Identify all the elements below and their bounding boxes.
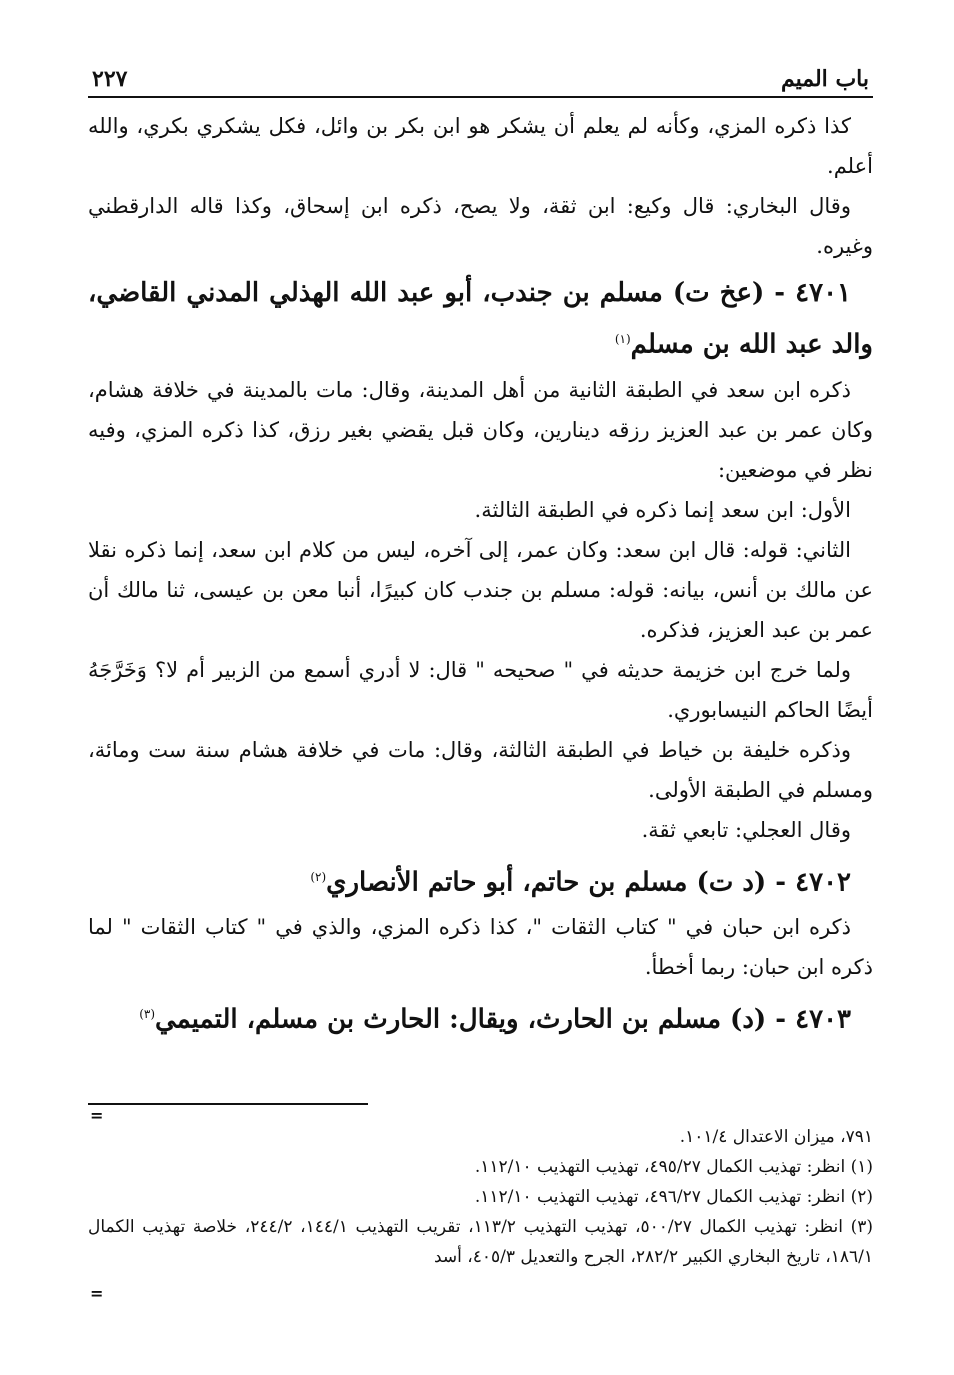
footnote: (٢) انظر: تهذيب الكمال ٤٩٦/٢٧، تهذيب التهذيب ١١٢/١٠.	[474, 1187, 873, 1207]
entry-title: ٤٧٠١ - (عخ ت) مسلم بن جندب، أبو عبد الله الهذلي المدني القاضي، والد عبد الله بن مسلم	[88, 278, 873, 360]
continuation-mark: =	[90, 1284, 104, 1303]
paragraph: وقال البخاري: قال وكيع: ابن ثقة، ولا يصح، ذكره ابن إسحاق، وكذا قاله الدارقطني وغيره.	[88, 194, 873, 258]
page	[88, 50, 873, 1045]
footnote-ref: (٣)	[139, 1007, 156, 1022]
entry-heading	[88, 270, 873, 368]
paragraph: ذكره ابن سعد في الطبقة الثانية من أهل المدينة، وقال: مات بالمدينة في خلافة هشام، وكان عمر بن عبد العزيز رزقه دينارين، وكان قبل يقضي بغير رزق، كذا ذكره المزي، وفيه نظر في موضعين:	[88, 377, 873, 482]
continuation-mark: =	[90, 1106, 104, 1125]
paragraph: وقال العجلي: تابعي ثقة.	[641, 817, 851, 842]
entry-heading	[88, 991, 873, 1043]
entry-heading	[88, 854, 873, 906]
paragraph: الثاني: قوله: قال ابن سعد: وكان عمر، إلى آخره، ليس من كلام ابن سعد، إنما ذكره نقلا عن مالك بن أنس، بيانه: قوله: مسلم بن جندب كان كبيرًا، أنبا معن بن عيسى، ثنا مالك أن عمر بن عبد العزيز، فذكره.	[88, 537, 873, 642]
paragraph: ولما خرج ابن خزيمة حديثه في " صحيحه " قال: لا أدري أسمع من الزبير أم لا؟ وَخَرَّجَهُ أيضًا الحاكم النيسابوري.	[88, 657, 873, 722]
footnote: ٧٩١، ميزان الاعتدال ١٠١/٤.	[679, 1127, 873, 1147]
footnote-ref: (٢)	[310, 869, 327, 884]
footnote: (١) انظر: تهذيب الكمال ٤٩٥/٢٧، تهذيب التهذيب ١١٢/١٠.	[474, 1157, 873, 1177]
running-header	[88, 50, 873, 98]
footnotes	[88, 1122, 873, 1272]
paragraph: الأول: ابن سعد إنما ذكره في الطبقة الثالثة.	[474, 497, 851, 522]
paragraph: ذكره ابن حبان في " كتاب الثقات "، كذا ذكره المزي، والذي في " كتاب الثقات " لما ذكره ابن حبان: ربما أخطأ.	[88, 915, 873, 980]
paragraph: وذكره خليفة بن خياط في الطبقة الثالثة، وقال: مات في خلافة هشام سنة ست ومائة، ومسلم في الطبقة الأولى.	[88, 737, 873, 802]
footnote-ref: (١)	[614, 332, 631, 346]
main-text	[88, 106, 873, 1043]
paragraph: كذا ذكره المزي، وكأنه لم يعلم أن يشكر هو ابن بكر بن وائل، فكل يشكري بكري، والله أعلم.	[88, 114, 873, 178]
page-number: ٢٢٧	[92, 66, 128, 92]
footnote: (٣) انظر: تهذيب الكمال ٥٠٠/٢٧، تهذيب التهذيب ١١٣/٢، تقريب التهذيب ١٤٤/١، ٢٤٤/٢، خلاصة تهذيب الكمال ١٨٦/١، تاريخ البخاري الكبير ٢٨٢/٢، الجرح والتعديل ٤٠٥/٣، أسد	[88, 1217, 873, 1267]
entry-title: ٤٧٠٣ - (د) مسلم بن الحارث، ويقال: الحارث بن مسلم، التميمي	[155, 1004, 851, 1035]
chapter-title: باب الميم	[780, 66, 869, 92]
entry-title: ٤٧٠٢ - (د ت) مسلم بن حاتم، أبو حاتم الأنصاري	[326, 867, 851, 898]
footnote-separator	[88, 1103, 368, 1105]
